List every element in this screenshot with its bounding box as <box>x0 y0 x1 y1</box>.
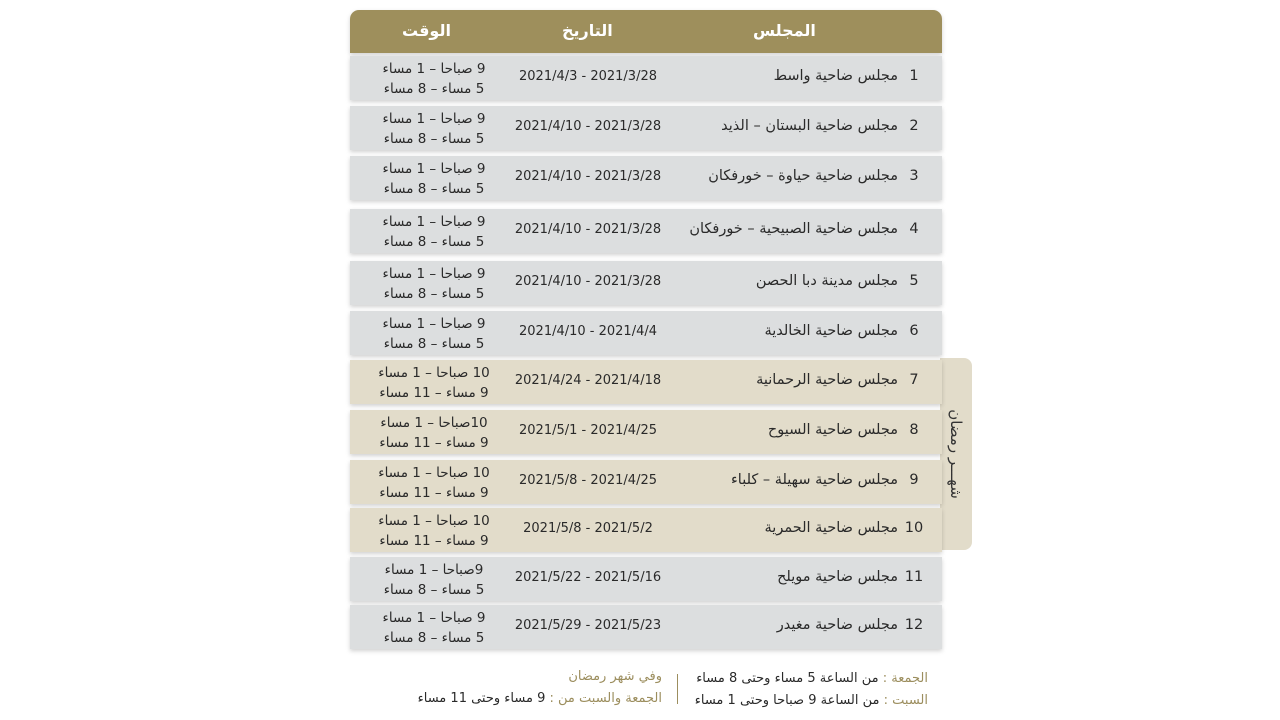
time-slot-evening: 9 مساء – 11 مساء <box>379 435 489 451</box>
time-slot-evening: 5 مساء – 8 مساء <box>383 286 485 302</box>
row-number: 12 <box>904 617 924 633</box>
time-slots <box>354 463 514 503</box>
date-range: 2021/5/8 - 2021/4/25 <box>519 473 657 488</box>
schedule-table <box>350 10 942 646</box>
table-row <box>350 508 942 552</box>
footer-ramadan-hours <box>418 666 662 710</box>
header-date: التاريخ <box>562 21 613 40</box>
time-slot-evening: 9 مساء – 11 مساء <box>379 533 489 549</box>
council-name: مجلس ضاحية حياوة – خورفكان <box>708 168 898 184</box>
date-range: 2021/5/8 - 2021/5/2 <box>523 521 653 536</box>
date-range: 2021/4/10 - 2021/3/28 <box>514 222 662 237</box>
table-row <box>350 410 942 454</box>
date-range: 2021/4/10 - 2021/4/4 <box>519 324 657 339</box>
row-number: 1 <box>909 68 919 84</box>
ramadan-days-label: الجمعة والسبت من : <box>549 691 662 706</box>
council-name: مجلس مدينة دبا الحصن <box>755 273 898 289</box>
time-slot-morning: 9 صباحا – 1 مساء <box>382 161 486 177</box>
row-number: 5 <box>909 273 919 289</box>
table-row <box>350 106 942 150</box>
row-number: 10 <box>904 520 924 536</box>
saturday-text: من الساعة 9 صباحا وحتى 1 مساء <box>694 693 880 708</box>
time-slots <box>354 264 514 304</box>
time-slot-evening: 5 مساء – 8 مساء <box>383 234 485 250</box>
footer-ramadan-line <box>418 688 662 710</box>
council-name: مجلس ضاحية سهيلة – كلباء <box>730 472 898 488</box>
date-range: 2021/4/10 - 2021/3/28 <box>514 274 662 289</box>
row-number: 3 <box>909 168 919 184</box>
time-slot-evening: 9 مساء – 11 مساء <box>379 485 489 501</box>
ramadan-title: وفي شهر رمضان <box>568 669 662 684</box>
date-range: 2021/4/3 - 2021/3/28 <box>519 69 657 84</box>
time-slot-morning: 9 صباحا – 1 مساء <box>382 61 486 77</box>
time-slots <box>354 608 514 648</box>
row-number: 4 <box>909 221 919 237</box>
time-slot-morning: 10 صباحا – 1 مساء <box>378 365 490 381</box>
date-range: 2021/4/10 - 2021/3/28 <box>514 169 662 184</box>
table-row <box>350 557 942 601</box>
ramadan-days-text: 9 مساء وحتى 11 مساء <box>417 691 546 706</box>
time-slots <box>354 413 514 453</box>
time-slot-morning: 9 صباحا – 1 مساء <box>382 111 486 127</box>
time-slot-morning: 10 صباحا – 1 مساء <box>378 513 490 529</box>
date-range: 2021/4/10 - 2021/3/28 <box>514 119 662 134</box>
row-number: 9 <box>909 472 919 488</box>
time-slot-morning: 10 صباحا – 1 مساء <box>378 465 490 481</box>
time-slot-morning: 10صباحا – 1 مساء <box>380 415 488 431</box>
time-slots <box>354 109 514 149</box>
date-range: 2021/5/1 - 2021/4/25 <box>519 423 657 438</box>
time-slots <box>354 560 514 600</box>
row-number: 8 <box>909 422 919 438</box>
table-row <box>350 156 942 200</box>
table-row <box>350 460 942 504</box>
table-row <box>350 261 942 305</box>
time-slot-evening: 5 مساء – 8 مساء <box>383 336 485 352</box>
council-name: مجلس ضاحية الخالدية <box>764 323 898 339</box>
ramadan-label: شهـــر رمضان <box>947 409 965 499</box>
council-name: مجلس ضاحية الرحمانية <box>756 372 898 388</box>
saturday-label: السبت : <box>883 693 928 708</box>
table-header <box>350 10 942 53</box>
time-slot-evening: 5 مساء – 8 مساء <box>383 630 485 646</box>
council-name: مجلس ضاحية الحمرية <box>764 520 898 536</box>
council-name: مجلس ضاحية السيوح <box>767 422 898 438</box>
friday-label: الجمعة : <box>882 671 928 686</box>
header-council: المجلس <box>753 21 816 40</box>
time-slot-morning: 9صباحا – 1 مساء <box>384 562 484 578</box>
footer-friday <box>695 668 928 690</box>
footer-weekend-hours <box>695 668 928 712</box>
row-number: 2 <box>909 118 919 134</box>
council-name: مجلس ضاحية البستان – الذيد <box>721 118 898 134</box>
council-name: مجلس ضاحية واسط <box>773 68 898 84</box>
time-slots <box>354 159 514 199</box>
row-number: 7 <box>909 372 919 388</box>
time-slots <box>354 212 514 252</box>
council-name: مجلس ضاحية الصبيحية – خورفكان <box>689 221 898 237</box>
table-row <box>350 605 942 649</box>
row-number: 11 <box>904 569 924 585</box>
time-slots <box>354 363 514 403</box>
time-slot-evening: 9 مساء – 11 مساء <box>379 385 489 401</box>
time-slot-morning: 9 صباحا – 1 مساء <box>382 610 486 626</box>
header-time: الوقت <box>402 21 451 40</box>
date-range: 2021/5/29 - 2021/5/23 <box>514 618 662 633</box>
table-row <box>350 360 942 404</box>
time-slots <box>354 511 514 551</box>
table-row <box>350 209 942 253</box>
table-row <box>350 311 942 355</box>
time-slot-morning: 9 صباحا – 1 مساء <box>382 214 486 230</box>
row-number: 6 <box>909 323 919 339</box>
time-slots <box>354 314 514 354</box>
date-range: 2021/5/22 - 2021/5/16 <box>514 570 662 585</box>
friday-text: من الساعة 5 مساء وحتى 8 مساء <box>696 671 879 686</box>
time-slot-morning: 9 صباحا – 1 مساء <box>382 316 486 332</box>
footer-divider <box>677 674 678 704</box>
date-range: 2021/4/24 - 2021/4/18 <box>514 373 662 388</box>
council-name: مجلس ضاحية مويلح <box>777 569 898 585</box>
time-slots <box>354 59 514 99</box>
footer-saturday <box>695 690 928 712</box>
time-slot-evening: 5 مساء – 8 مساء <box>383 582 485 598</box>
time-slot-evening: 5 مساء – 8 مساء <box>383 131 485 147</box>
time-slot-evening: 5 مساء – 8 مساء <box>383 81 485 97</box>
table-row <box>350 56 942 100</box>
council-name: مجلس ضاحية مغيدر <box>776 617 898 633</box>
time-slot-evening: 5 مساء – 8 مساء <box>383 181 485 197</box>
time-slot-morning: 9 صباحا – 1 مساء <box>382 266 486 282</box>
